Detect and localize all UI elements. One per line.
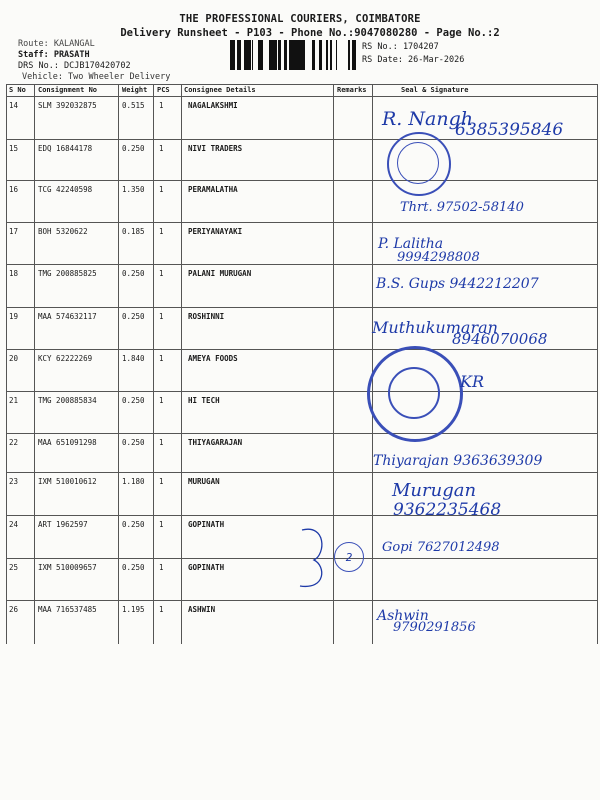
barcode-bar xyxy=(278,40,281,70)
barcode-bar xyxy=(284,40,287,70)
cell-weight: 1.840 xyxy=(122,354,145,363)
cell-pcs: 1 xyxy=(159,605,164,614)
cell-consignee: THIYAGARAJAN xyxy=(188,438,243,447)
table-rule xyxy=(34,84,35,644)
signature: B.S. Gups 9442212207 xyxy=(376,276,539,292)
cell-consignee: PERAMALATHA xyxy=(188,185,238,194)
signature: Murugan xyxy=(392,480,477,501)
barcode-bar xyxy=(244,40,246,70)
cell-consignee: GOPINATH xyxy=(188,563,225,572)
handwritten-phone: 6385395846 xyxy=(455,120,564,140)
barcode-bar xyxy=(301,40,303,70)
barcode-bar xyxy=(312,40,315,70)
cell-weight: 0.250 xyxy=(122,563,145,572)
barcode-bar xyxy=(249,40,251,70)
table-rule xyxy=(6,84,7,644)
cell-consignment: TMG 200885825 xyxy=(38,269,97,278)
barcode-bar xyxy=(252,40,253,70)
signature: Ashwin xyxy=(377,608,429,624)
cell-pcs: 1 xyxy=(159,101,164,110)
route-label: Route: KALANGAL xyxy=(18,39,95,49)
table-rule xyxy=(6,515,598,516)
cell-consignment: MAA 574632117 xyxy=(38,312,97,321)
barcode-bar xyxy=(230,40,232,70)
table-rule xyxy=(6,433,598,434)
col-consignment-header: Consignment No xyxy=(38,86,98,94)
cell-pcs: 1 xyxy=(159,354,164,363)
cell-consignment: IXM 510010612 xyxy=(38,477,97,486)
cell-consignment: TMG 200885834 xyxy=(38,396,97,405)
cell-weight: 0.250 xyxy=(122,438,145,447)
col-consignee-header: Consignee Details xyxy=(184,86,256,94)
cell-weight: 0.515 xyxy=(122,101,145,110)
barcode-bar xyxy=(336,40,337,70)
cell-sno: 16 xyxy=(9,185,19,194)
cell-sno: 25 xyxy=(9,563,19,572)
barcode-bar xyxy=(246,40,249,70)
table-rule xyxy=(181,84,182,644)
barcode-bar xyxy=(269,40,271,70)
cell-sno: 24 xyxy=(9,520,19,529)
cell-pcs: 1 xyxy=(159,269,164,278)
signature: R. Nangh xyxy=(382,108,473,130)
barcode-bar xyxy=(352,40,353,70)
barcode-bar xyxy=(271,40,274,70)
cell-weight: 1.195 xyxy=(122,605,145,614)
barcode-bar xyxy=(232,40,234,70)
cell-consignee: GOPINATH xyxy=(188,520,225,529)
cell-pcs: 1 xyxy=(159,396,164,405)
cell-consignment: SLM 392032875 xyxy=(38,101,97,110)
col-weight-header: Weight xyxy=(122,86,148,94)
cell-sno: 19 xyxy=(9,312,19,321)
cell-consignee: MURUGAN xyxy=(188,477,220,486)
seal-stamp xyxy=(388,367,440,419)
barcode-bar xyxy=(319,40,322,70)
cell-weight: 0.250 xyxy=(122,269,145,278)
signature: Muthukumaran xyxy=(372,318,498,337)
barcode-bar xyxy=(297,40,298,70)
vehicle-label: Vehicle: Two Wheeler Delivery xyxy=(22,72,171,82)
cell-sno: 22 xyxy=(9,438,19,447)
cell-weight: 1.350 xyxy=(122,185,145,194)
table-rule xyxy=(372,84,373,644)
signature: Thiyarajan 9363639309 xyxy=(373,453,543,469)
cell-pcs: 1 xyxy=(159,438,164,447)
barcode-bar xyxy=(274,40,277,70)
cell-consignee: NAGALAKSHMI xyxy=(188,101,238,110)
cell-sno: 15 xyxy=(9,144,19,153)
cell-sno: 20 xyxy=(9,354,19,363)
signature: P. Lalitha xyxy=(378,236,444,252)
barcode-bar xyxy=(348,40,350,70)
cell-consignment: MAA 651091298 xyxy=(38,438,97,447)
barcode-bar xyxy=(261,40,263,70)
barcode-bar xyxy=(291,40,294,70)
cell-consignment: IXM 510009657 xyxy=(38,563,97,572)
round-stamp: 2 xyxy=(334,542,364,572)
cell-consignee: PERIYANAYAKI xyxy=(188,227,243,236)
cell-consignee: ROSHINNI xyxy=(188,312,225,321)
cell-sno: 17 xyxy=(9,227,19,236)
table-rule xyxy=(6,264,598,265)
cell-consignment: BOH 5320622 xyxy=(38,227,88,236)
cell-consignee: NIVI TRADERS xyxy=(188,144,243,153)
cell-sno: 14 xyxy=(9,101,19,110)
cell-consignment: KCY 62222269 xyxy=(38,354,93,363)
barcode-bar xyxy=(289,40,291,70)
cell-pcs: 1 xyxy=(159,563,164,572)
cell-consignment: TCG 42240598 xyxy=(38,185,93,194)
cell-pcs: 1 xyxy=(159,227,164,236)
seal-stamp xyxy=(397,142,439,184)
signature: Gopi 7627012498 xyxy=(382,540,500,555)
handwritten-phone: 9994298808 xyxy=(397,250,480,265)
cell-consignment: MAA 716537485 xyxy=(38,605,97,614)
table-rule xyxy=(6,222,598,223)
barcode-bar xyxy=(294,40,297,70)
table-rule xyxy=(118,84,119,644)
signature: KR xyxy=(460,372,484,391)
barcode-bar xyxy=(353,40,356,70)
cell-weight: 0.250 xyxy=(122,312,145,321)
col-signature-header: Seal & Signature xyxy=(401,86,469,94)
table-rule xyxy=(6,391,598,392)
cell-weight: 0.250 xyxy=(122,144,145,153)
handwritten-phone: 9362235468 xyxy=(393,500,502,520)
table-rule xyxy=(6,349,598,350)
rs-number: RS No.: 1704207 xyxy=(362,42,439,52)
handwritten-phone: 9790291856 xyxy=(393,620,476,635)
staff-label: Staff: PRASATH xyxy=(18,50,90,60)
cell-consignee: AMEYA FOODS xyxy=(188,354,238,363)
table-rule xyxy=(6,472,598,473)
barcode-bar xyxy=(234,40,235,70)
table-rule xyxy=(597,84,598,644)
col-remarks-header: Remarks xyxy=(337,86,367,94)
company-title: THE PROFESSIONAL COURIERS, COIMBATORE xyxy=(179,13,421,25)
barcode-bar xyxy=(330,40,331,70)
cell-sno: 18 xyxy=(9,269,19,278)
cell-pcs: 1 xyxy=(159,520,164,529)
cell-sno: 21 xyxy=(9,396,19,405)
table-rule xyxy=(6,180,598,181)
table-rule xyxy=(6,307,598,308)
cell-consignee: ASHWIN xyxy=(188,605,216,614)
barcode-bar xyxy=(298,40,301,70)
cell-weight: 0.250 xyxy=(122,396,145,405)
drs-number: DRS No.: DCJB170420702 xyxy=(18,61,131,71)
handwritten-bracket xyxy=(296,524,336,594)
cell-weight: 1.180 xyxy=(122,477,145,486)
rs-date: RS Date: 26-Mar-2026 xyxy=(362,55,465,65)
barcode-bar xyxy=(260,40,261,70)
barcode-bar xyxy=(258,40,260,70)
barcode-bar xyxy=(237,40,240,70)
table-rule xyxy=(6,600,598,601)
col-pcs-header: PCS xyxy=(157,86,170,94)
cell-pcs: 1 xyxy=(159,477,164,486)
cell-weight: 0.185 xyxy=(122,227,145,236)
cell-consignee: HI TECH xyxy=(188,396,220,405)
cell-pcs: 1 xyxy=(159,185,164,194)
barcode-bar xyxy=(240,40,241,70)
cell-sno: 26 xyxy=(9,605,19,614)
col-sno-header: S No xyxy=(9,86,26,94)
cell-consignment: ART 1962597 xyxy=(38,520,88,529)
runsheet-subtitle: Delivery Runsheet - P103 - Phone No.:9047080280 - Page No.:2 xyxy=(120,27,500,39)
handwritten-phone: Thrt. 97502-58140 xyxy=(400,200,524,215)
cell-consignee: PALANI MURUGAN xyxy=(188,269,252,278)
handwritten-phone: 8946070068 xyxy=(452,330,548,348)
barcode-bar xyxy=(303,40,305,70)
cell-weight: 0.250 xyxy=(122,520,145,529)
cell-consignment: EDQ 16844178 xyxy=(38,144,93,153)
cell-pcs: 1 xyxy=(159,312,164,321)
cell-sno: 23 xyxy=(9,477,19,486)
barcode-bar xyxy=(326,40,328,70)
table-rule xyxy=(153,84,154,644)
cell-pcs: 1 xyxy=(159,144,164,153)
barcode-bar xyxy=(331,40,332,70)
table-rule xyxy=(6,96,598,97)
barcode xyxy=(230,40,358,70)
